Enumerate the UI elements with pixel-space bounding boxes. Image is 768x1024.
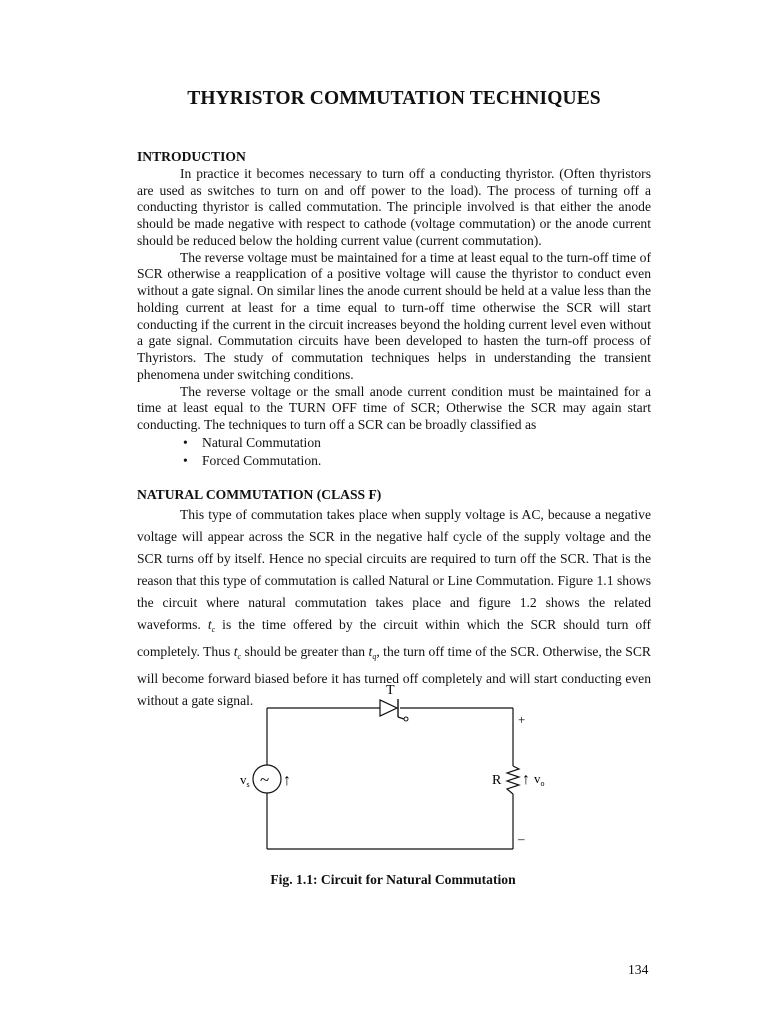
intro-paragraph-3: The reverse voltage or the small anode current condition must be maintained for a time at least equal to the TURN OFF time of SCR; Otherwise the SCR may again start conducting. The techniques to turn off a SCR can be broadly classified as bbox=[137, 383, 651, 432]
ac-source-tilde: ~ bbox=[260, 770, 270, 789]
tq-symbol: $t_q$ bbox=[368, 643, 377, 661]
source-voltage-label: $v_s$ bbox=[240, 772, 250, 789]
natural-text-b: is the time offered by the circuit within which the SCR should turn off completely. Thus bbox=[137, 616, 652, 659]
output-arrow-icon: ↑ bbox=[522, 771, 530, 788]
output-voltage-label: $v_o$ bbox=[534, 771, 545, 788]
resistor-icon bbox=[507, 766, 519, 794]
resistor-label: R bbox=[492, 773, 502, 788]
source-arrow-icon: ↑ bbox=[283, 772, 291, 789]
body-text bbox=[137, 149, 651, 712]
natural-text-c: should be greater than bbox=[244, 643, 366, 659]
intro-paragraph-1: In practice it becomes necessary to turn off a conducting thyristor. (Often thyristors are used as switches to turn on and off power to the load). The process of turning off a conducting thyristor is called commutation. The principle involved is that either the anode should be made negative with respect to cathode (voltage commutation) or the anode current should be reduced below the holding current value (current commutation). bbox=[137, 165, 651, 248]
plus-label: + bbox=[518, 712, 526, 727]
list-item: • Forced Commutation. bbox=[183, 452, 651, 470]
intro-paragraph-2: The reverse voltage must be maintained for a time at least equal to the turn-off time of SCR otherwise a reapplication of a positive voltage will cause the thyristor to conduct even without a gate signal. On similar lines the anode current should be held at a value less than the holding current at least for a time equal to turn-off time otherwise the SCR will start conducting if the current in the circuit increases beyond the holding current level even without a gate signal. Commutation circuits have been developed to hasten the turn-off process of Thyristors. The study of commutation techniques helps in understanding the transient phenomena under switching conditions. bbox=[137, 249, 651, 382]
natural-commutation-heading: NATURAL COMMUTATION (CLASS F) bbox=[137, 486, 382, 502]
figure-caption: Fig. 1.1: Circuit for Natural Commutation bbox=[270, 872, 516, 887]
tc-symbol: $t_c$ bbox=[207, 616, 216, 634]
thyristor-gate-terminal bbox=[404, 717, 408, 721]
natural-text-d: , the turn off time of the SCR. Otherwise, the SCR will become forward biased before it has turned off completely and will start conducting even without a gate signal. bbox=[137, 643, 651, 708]
tc-symbol: $t_c$ bbox=[233, 643, 242, 661]
thyristor-icon bbox=[380, 700, 397, 716]
introduction-heading: INTRODUCTION bbox=[137, 149, 246, 164]
natural-commutation-circuit bbox=[230, 680, 550, 860]
commutation-types-list bbox=[137, 434, 651, 470]
minus-label: – bbox=[518, 831, 525, 846]
list-item: • Natural Commutation bbox=[183, 434, 651, 452]
page-title: THYRISTOR COMMUTATION TECHNIQUES bbox=[187, 88, 601, 109]
thyristor-gate bbox=[398, 717, 404, 719]
thyristor-label: T bbox=[386, 683, 395, 698]
natural-text-a: This type of commutation takes place when supply voltage is AC, because a negative voltage will appear across the SCR in the negative half cycle of the supply voltage and the SCR turns off by itself. Hence no special circuits are required to turn off the SCR. That is the reason that this type of commutation is called Natural or Line Commutation. Figure 1.1 shows the circuit where natural commutation takes place and figure 1.2 shows the related waveforms. bbox=[137, 506, 651, 632]
page-number: 134 bbox=[628, 962, 649, 977]
